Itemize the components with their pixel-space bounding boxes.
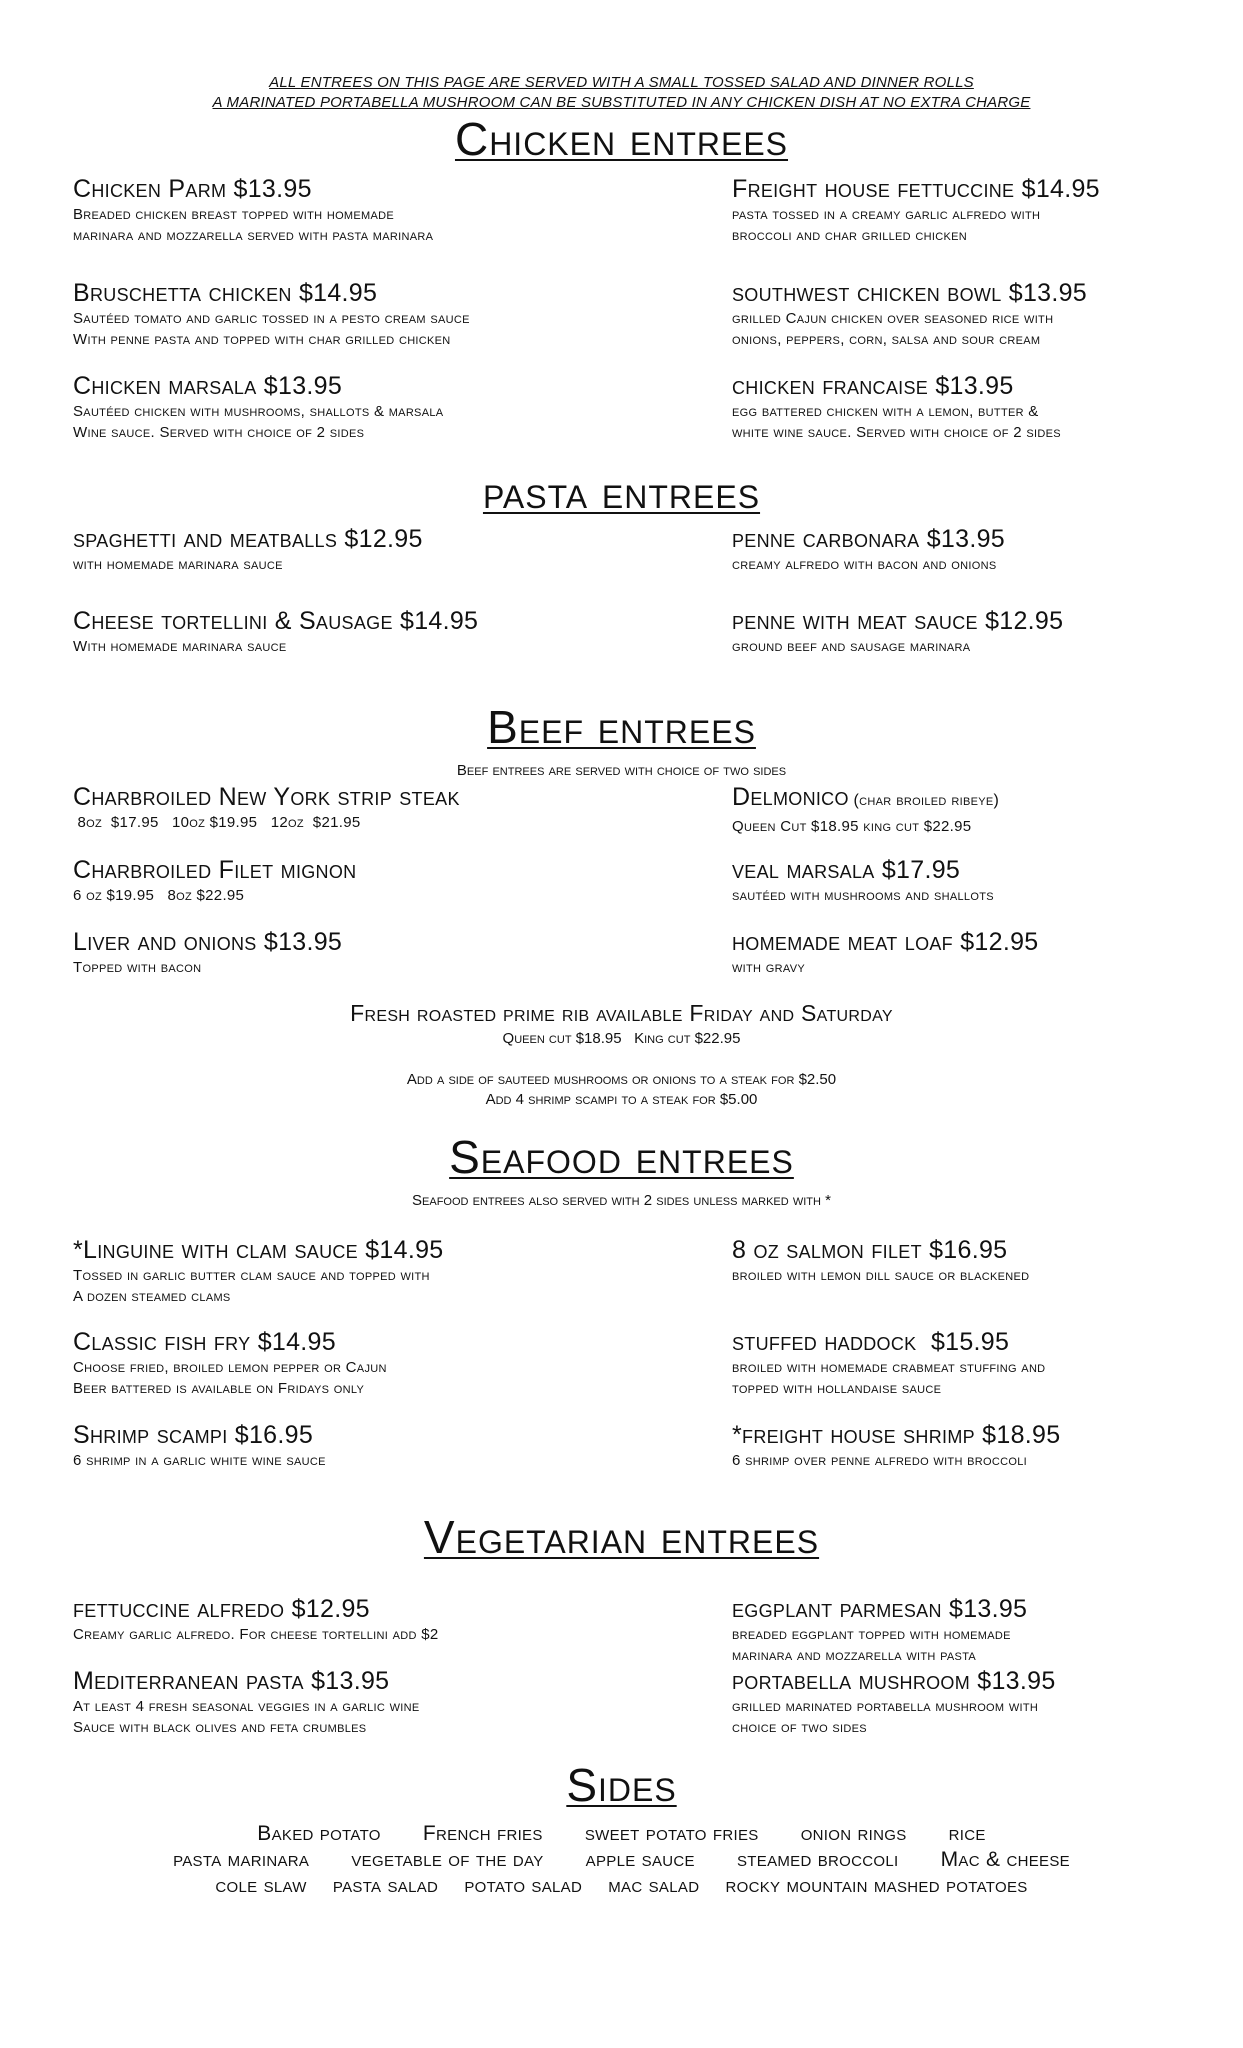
item-desc: breaded eggplant topped with homemade [732,1626,1011,1643]
item-desc: With penne pasta and topped with char grilled chicken [73,331,451,348]
side-item: pasta salad [332,1874,439,1897]
menu-item [73,1594,633,1645]
side-item: onion rings [800,1822,907,1845]
item-desc: 8oz $17.95 10oz $19.95 12oz $21.95 [73,814,361,831]
side-item: rocky mountain mashed potatoes [725,1874,1028,1897]
beef-section-title: Beef entrees [487,701,756,753]
item-desc: choice of two sides [732,1719,867,1736]
sides-row-2 [0,1848,1243,1872]
side-item: Mac & cheese [940,1848,1070,1871]
item-name-note: (char broiled ribeye) [848,792,1000,809]
side-item: steamed broccoli [737,1848,899,1871]
item-desc: Sauce with black olives and feta crumbles [73,1719,367,1736]
item-desc: marinara and mozzarella served with pasta marinara [73,227,434,244]
side-item: Baked potato [257,1822,381,1845]
item-desc: marinara and mozzarella with pasta [732,1647,977,1664]
item-desc: Creamy garlic alfredo. For cheese tortellini add $2 [73,1626,439,1643]
item-name: Mediterranean pasta $13.95 [73,1667,390,1695]
item-name: *freight house shrimp $18.95 [732,1421,1061,1449]
menu-item [732,855,1243,906]
item-desc: Choose fried, broiled lemon pepper or Cajun [73,1359,387,1376]
item-desc: Topped with bacon [73,959,202,976]
item-desc: ground beef and sausage marinara [732,638,971,655]
menu-item [732,927,1243,978]
item-name: chicken francaise $13.95 [732,372,1014,400]
vegetarian-section-title: Vegetarian entrees [423,1511,820,1563]
item-name-main: Delmonico [732,783,849,811]
menu-item [73,1327,633,1399]
item-name: penne carbonara $13.95 [732,525,1005,553]
menu-item [732,371,1243,443]
item-desc: with gravy [732,959,805,976]
item-desc: grilled marinated portabella mushroom with [732,1698,1039,1715]
item-desc: grilled Cajun chicken over seasoned rice with [732,310,1054,327]
prime-rib-price: Queen cut $18.95 King cut $22.95 [502,1030,741,1047]
item-desc: broccoli and char grilled chicken [732,227,967,244]
item-desc: Sautéed chicken with mushrooms, shallots & marsala [73,403,444,420]
side-item: pasta marinara [173,1848,310,1871]
item-name: Charbroiled Filet mignon [73,856,357,884]
steak-addon-shrimp: Add 4 shrimp scampi to a steak for $5.00 [485,1091,758,1108]
menu-item [732,1666,1243,1738]
menu-item [732,524,1243,575]
menu-item [732,174,1243,246]
menu-item [73,278,633,350]
steak-addon-mushrooms: Add a side of sauteed mushrooms or onions to a steak for $2.50 [406,1071,837,1088]
item-name: Liver and onions $13.95 [73,928,343,956]
side-item: apple sauce [585,1848,695,1871]
menu-item [73,606,633,657]
item-desc: broiled with lemon dill sauce or blackened [732,1267,1030,1284]
menu-item [73,371,633,443]
item-name: Chicken Parm $13.95 [73,175,312,203]
item-desc: Beer battered is available on Fridays only [73,1380,365,1397]
item-desc: 6 oz $19.95 8oz $22.95 [73,887,245,904]
side-item: potato salad [464,1874,583,1897]
prime-rib-line: Fresh roasted prime rib available Friday and Saturday [350,1000,893,1026]
menu-item [732,1420,1243,1471]
menu-item [73,1235,633,1307]
item-name [732,782,1243,816]
item-desc: creamy alfredo with bacon and onions [732,556,997,573]
item-desc: pasta tossed in a creamy garlic alfredo with [732,206,1041,223]
item-name: Chicken marsala $13.95 [73,372,343,400]
menu-item [73,782,633,833]
side-item: cole slaw [215,1874,307,1897]
side-item: vegetable of the day [351,1848,544,1871]
item-name: 8 oz salmon filet $16.95 [732,1236,1008,1264]
item-name: Freight house fettuccine $14.95 [732,175,1100,203]
menu-item [732,782,1243,837]
item-desc: broiled with homemade crabmeat stuffing and [732,1359,1046,1376]
item-desc: 6 shrimp in a garlic white wine sauce [73,1452,326,1469]
item-name: Charbroiled New York strip steak [73,783,460,811]
menu-item [732,1235,1243,1286]
sides-section-title: Sides [566,1759,677,1811]
item-desc: With homemade marinara sauce [73,638,287,655]
item-name: spaghetti and meatballs $12.95 [73,525,423,553]
menu-item [73,174,633,246]
item-name: Cheese tortellini & Sausage $14.95 [73,607,479,635]
item-desc: sautéed with mushrooms and shallots [732,887,994,904]
menu-item [73,855,633,906]
item-name: Shrimp scampi $16.95 [73,1421,314,1449]
item-name: southwest chicken bowl $13.95 [732,279,1088,307]
pasta-section-title: pasta entrees [482,466,761,518]
item-name: eggplant parmesan $13.95 [732,1595,1028,1623]
side-item: rice [948,1822,986,1845]
item-desc: onions, peppers, corn, salsa and sour cream [732,331,1041,348]
seafood-section-note: Seafood entrees also served with 2 sides unless marked with * [412,1192,831,1209]
item-name: veal marsala $17.95 [732,856,961,884]
sides-row-1 [0,1822,1243,1846]
item-desc: Sautéed tomato and garlic tossed in a pesto cream sauce [73,310,470,327]
side-item: sweet potato fries [584,1822,759,1845]
side-item: mac salad [608,1874,700,1897]
sides-row-3 [0,1874,1243,1898]
item-desc: Queen Cut $18.95 king cut $22.95 [732,818,972,835]
item-desc: white wine sauce. Served with choice of 2 sides [732,424,1061,441]
item-desc: At least 4 fresh seasonal veggies in a garlic wine [73,1698,420,1715]
item-desc: topped with hollandaise sauce [732,1380,942,1397]
seafood-section-title: Seafood entrees [449,1131,794,1183]
item-name: Classic fish fry $14.95 [73,1328,336,1356]
menu-item [732,1594,1243,1666]
menu-item [732,606,1243,657]
beef-section-note: Beef entrees are served with choice of two sides [456,762,787,779]
side-item: French fries [422,1822,543,1845]
notice-portabella: A MARINATED PORTABELLA MUSHROOM CAN BE SUBSTITUTED IN ANY CHICKEN DISH AT NO EXTRA CHARGE [212,94,1031,111]
notice-salad: ALL ENTREES ON THIS PAGE ARE SERVED WITH A SMALL TOSSED SALAD AND DINNER ROLLS [269,74,974,91]
item-name: *Linguine with clam sauce $14.95 [73,1236,444,1264]
menu-item [73,1666,633,1738]
menu-item [732,278,1243,350]
item-desc: Wine sauce. Served with choice of 2 sides [73,424,365,441]
item-desc: 6 shrimp over penne alfredo with broccoli [732,1452,1028,1469]
menu-item [732,1327,1243,1399]
item-desc: egg battered chicken with a lemon, butter & [732,403,1039,420]
item-name: fettuccine alfredo $12.95 [73,1595,370,1623]
menu-item [73,927,633,978]
item-name: stuffed haddock $15.95 [732,1328,1010,1356]
chicken-section-title: Chicken entrees [454,113,789,165]
item-name: homemade meat loaf $12.95 [732,928,1039,956]
item-name: penne with meat sauce $12.95 [732,607,1064,635]
item-name: portabella mushroom $13.95 [732,1667,1056,1695]
item-name: Bruschetta chicken $14.95 [73,279,378,307]
item-desc: Tossed in garlic butter clam sauce and topped with [73,1267,430,1284]
menu-item [73,1420,633,1471]
item-desc: Breaded chicken breast topped with homemade [73,206,395,223]
item-desc: with homemade marinara sauce [73,556,283,573]
menu-item [73,524,633,575]
item-desc: A dozen steamed clams [73,1288,231,1305]
